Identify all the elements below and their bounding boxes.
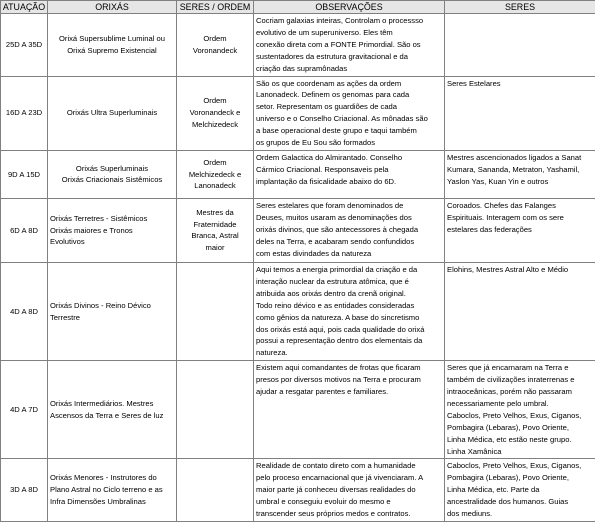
orixas-cell-line: Orixás Intermediários. Mestres <box>50 398 174 410</box>
observacoes-cell-line: Aqui temos a energia primordial da criação e da <box>256 264 442 276</box>
orixas-cell <box>48 198 177 262</box>
observacoes-cell-line: evolutivo de um superuniverso. Eles têm <box>256 27 442 39</box>
observacoes-cell-line: orixás divinos, que são antecessores à chegada <box>256 224 442 236</box>
ordem-cell <box>177 361 254 459</box>
orixas-cell-line: Orixás Superluminais <box>50 163 174 175</box>
observacoes-cell-line: Todo reino dévico e as entidades consideradas <box>256 300 442 312</box>
table-row <box>1 150 595 198</box>
seres-cell-line: também de civilizações inraterrenas e <box>447 374 593 386</box>
orixas-cell-line: Terrestre <box>50 312 174 324</box>
seres-cell-line: Linha Xamânica <box>447 446 593 458</box>
observacoes-cell-line: Cármico Criacional. Responsaveis pela <box>256 164 442 176</box>
ordem-cell-line: Mestres da <box>179 207 251 219</box>
observacoes-cell <box>254 150 445 198</box>
orixas-cell-line: Orixás Criacionais Sistêmicos <box>50 174 174 186</box>
observacoes-cell-line: dos orixás está aqui, pois cada qualidade do orixá <box>256 324 442 336</box>
atuacao-cell: 25D A 35D <box>1 14 48 77</box>
seres-cell-line: Elohins, Mestres Astral Alto e Médio <box>447 264 593 276</box>
seres-cell <box>445 459 595 522</box>
seres-cell-line: ancestralidade dos humanos. Guias <box>447 496 593 508</box>
seres-cell <box>445 150 595 198</box>
ordem-cell-line: Ordem <box>179 95 251 107</box>
header-seres: SERES <box>445 1 595 14</box>
observacoes-cell-line: presos por diversos motivos na Terra e procuram <box>256 374 442 386</box>
ordem-cell-line: Melchizedeck <box>179 119 251 131</box>
table-row <box>1 14 595 77</box>
ordem-cell <box>177 14 254 77</box>
header-observacoes: OBSERVAÇÕES <box>254 1 445 14</box>
observacoes-cell-line: umbral e conseguiu evoluir do mesmo e <box>256 496 442 508</box>
observacoes-cell <box>254 76 445 150</box>
ordem-cell-line: Ordem <box>179 157 251 169</box>
observacoes-cell-line: Deuses, muitos usaram as denominações dos <box>256 212 442 224</box>
ordem-cell <box>177 262 254 360</box>
seres-cell-line: necessariamente pelo umbral. <box>447 398 593 410</box>
observacoes-cell-line: transcender seus próprios medos e contratos. <box>256 508 442 520</box>
observacoes-cell-line: possui a representação dentro dos elementais da <box>256 335 442 347</box>
ordem-cell-line: Fraternidade <box>179 219 251 231</box>
atuacao-cell: 4D A 8D <box>1 262 48 360</box>
observacoes-cell-line: Existem aqui comandantes de frotas que ficaram <box>256 362 442 374</box>
observacoes-cell-line: implantação da fisicalidade abaixo do 6D. <box>256 176 442 188</box>
observacoes-cell-line: Cocriam galaxias inteiras, Controlam o processso <box>256 15 442 27</box>
orixas-cell-line: Ascensos da Terra e Seres de luz <box>50 410 174 422</box>
table-row <box>1 361 595 459</box>
atuacao-cell: 3D A 8D <box>1 459 48 522</box>
orixas-cell-line: Evolutivos <box>50 236 174 248</box>
seres-cell-line: Mestres ascencionados ligados a Sanat <box>447 152 593 164</box>
orixas-cell-line: Infra Dimensões Umbralinas <box>50 496 174 508</box>
ordem-cell-line: Voronandeck <box>179 45 251 57</box>
seres-cell-line: Espirituais. Interagem com os sere <box>447 212 593 224</box>
observacoes-cell-line: a base operacional deste grupo e taqui também <box>256 125 442 137</box>
table-row <box>1 76 595 150</box>
orixas-cell-line: Orixá Supremo Existencial <box>50 45 174 57</box>
seres-cell-line: Coroados. Chefes das Falanges <box>447 200 593 212</box>
seres-cell-line: Seres Estelares <box>447 78 593 90</box>
observacoes-cell-line: criação das supramônadas <box>256 63 442 75</box>
header-atuacao: ATUAÇÃO <box>1 1 48 14</box>
seres-cell-line: Caboclos, Preto Velhos, Exus, Ciganos, <box>447 410 593 422</box>
seres-cell-line: Yaslon Yas, Kuan Yin e outros <box>447 176 593 188</box>
seres-cell <box>445 76 595 150</box>
seres-cell-line: Kumara, Sananda, Metraton, Yashamil, <box>447 164 593 176</box>
observacoes-cell <box>254 361 445 459</box>
ordem-cell-line: Voronandeck e <box>179 107 251 119</box>
observacoes-cell-line: conexão direta com a FONTE Primordial. São os <box>256 39 442 51</box>
observacoes-cell-line: Realidade de contato direto com a humanidade <box>256 460 442 472</box>
atuacao-cell: 6D A 8D <box>1 198 48 262</box>
observacoes-cell <box>254 459 445 522</box>
table-row <box>1 459 595 522</box>
orixas-cell-line: Plano Astral no Ciclo terreno e as <box>50 484 174 496</box>
seres-cell <box>445 262 595 360</box>
seres-cell-line: intraoceânicas, porém não passaram <box>447 386 593 398</box>
observacoes-cell-line: São os que coordenam as ações da ordem <box>256 78 442 90</box>
observacoes-cell-line: setor. Representam os guardiões de cada <box>256 101 442 113</box>
table-row <box>1 198 595 262</box>
ordem-cell <box>177 76 254 150</box>
observacoes-cell-line: deles na Terra, e acabaram sendo confundidos <box>256 236 442 248</box>
seres-cell <box>445 198 595 262</box>
orixas-cell-line: Orixás Ultra Superluminais <box>50 107 174 119</box>
ordem-cell <box>177 459 254 522</box>
header-seres-ordem: SERES / ORDEM <box>177 1 254 14</box>
ordem-cell <box>177 198 254 262</box>
orixas-cell-line: Orixás Terretres - Sistêmicos <box>50 213 174 225</box>
seres-cell-line: estelares das federações <box>447 224 593 236</box>
table-row <box>1 262 595 360</box>
observacoes-cell-line: sustentadores da estrutura gravitacional e da <box>256 51 442 63</box>
observacoes-cell-line: interação nuclear da estrutura atômica, que é <box>256 276 442 288</box>
observacoes-cell-line: os grupos de Eu Sou são formados <box>256 137 442 149</box>
observacoes-cell-line: natureza. <box>256 347 442 359</box>
orixas-cell <box>48 361 177 459</box>
header-row <box>1 1 595 14</box>
header-orixas: ORIXÁS <box>48 1 177 14</box>
ordem-cell <box>177 150 254 198</box>
seres-cell-line: Linha Médica, etc estão neste grupo. <box>447 434 593 446</box>
seres-cell <box>445 361 595 459</box>
ordem-cell-line: Branca, Astral <box>179 230 251 242</box>
observacoes-cell-line: Seres estelares que foram denominados de <box>256 200 442 212</box>
orixas-cell <box>48 262 177 360</box>
observacoes-cell-line: universo e o Conselho Criacional. As mônadas são <box>256 113 442 125</box>
seres-cell-line: Caboclos, Preto Velhos, Exus, Ciganos, <box>447 460 593 472</box>
observacoes-cell-line: Lanonadeck. Definem os genomas para cada <box>256 89 442 101</box>
ordem-cell-line: maior <box>179 242 251 254</box>
seres-cell-line: Pombagira (Lebaras), Povo Oriente, <box>447 422 593 434</box>
seres-cell-line: Linha Médica, etc. Parte da <box>447 484 593 496</box>
orixas-cell-line: Orixá Supersublime Luminal ou <box>50 33 174 45</box>
ordem-cell-line: Ordem <box>179 33 251 45</box>
seres-cell-line: Seres que já encarnaram na Terra e <box>447 362 593 374</box>
orixas-cell <box>48 14 177 77</box>
orixas-cell-line: Orixás Divinos - Reino Dévico <box>50 300 174 312</box>
seres-cell <box>445 14 595 77</box>
orixas-cell-line: Orixás maiores e Tronos <box>50 225 174 237</box>
observacoes-cell <box>254 14 445 77</box>
seres-cell-line: Pombagira (Lebaras), Povo Oriente, <box>447 472 593 484</box>
observacoes-cell-line: maior parte já conheceu diversas realidades do <box>256 484 442 496</box>
ordem-cell-line: Melchizedeck e <box>179 169 251 181</box>
observacoes-cell-line: ajudar a resgatar parentes e familiares. <box>256 386 442 398</box>
observacoes-cell-line: pelo proceso encarnacional que já vivenciaram. A <box>256 472 442 484</box>
observacoes-cell <box>254 198 445 262</box>
orixas-cell-line: Orixás Menores - Instrutores do <box>50 472 174 484</box>
atuacao-cell: 4D A 7D <box>1 361 48 459</box>
orixas-cell <box>48 76 177 150</box>
observacoes-cell-line: como gênios da natureza. A base do sincretismo <box>256 312 442 324</box>
observacoes-cell <box>254 262 445 360</box>
atuacao-cell: 9D A 15D <box>1 150 48 198</box>
observacoes-cell-line: atribuida aos orixás dentro da crenã original. <box>256 288 442 300</box>
observacoes-cell-line: Ordem Galactica do Almirantado. Conselho <box>256 152 442 164</box>
orixas-cell <box>48 459 177 522</box>
orixas-cell <box>48 150 177 198</box>
seres-cell-line: dos mediuns. <box>447 508 593 520</box>
ordem-cell-line: Lanonadeck <box>179 180 251 192</box>
observacoes-cell-line: com estas divindades da natureza <box>256 248 442 260</box>
atuacao-cell: 16D A 23D <box>1 76 48 150</box>
